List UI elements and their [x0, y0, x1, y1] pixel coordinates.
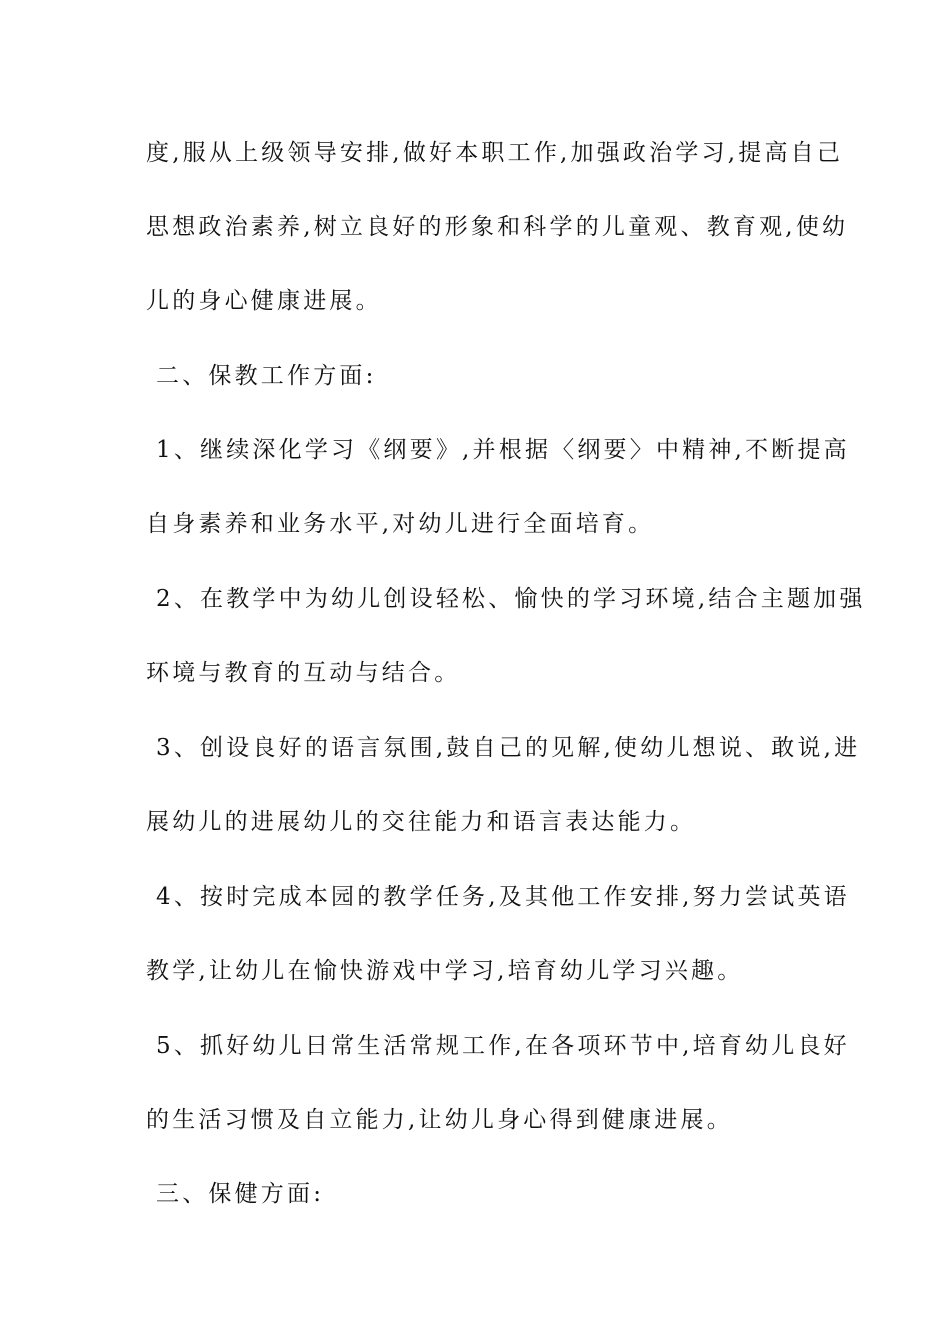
list-item-line: 5、抓好幼儿日常生活常规工作,在各项环节中,培育幼儿良好 — [156, 1033, 850, 1059]
section-heading: 二、保教工作方面: — [156, 363, 377, 389]
list-item-line: 展幼儿的进展幼儿的交往能力和语言表达能力。 — [146, 809, 697, 835]
list-item-line: 3、创设良好的语言氛围,鼓自己的见解,使幼儿想说、敢说,进 — [156, 735, 861, 761]
paragraph-line: 儿的身心健康进展。 — [146, 288, 382, 314]
paragraph-line: 度,服从上级领导安排,做好本职工作,加强政治学习,提高自己 — [146, 140, 844, 166]
list-item-line: 教学,让幼儿在愉快游戏中学习,培育幼儿学习兴趣。 — [146, 958, 744, 984]
list-item-line: 自身素养和业务水平,对幼儿进行全面培育。 — [146, 511, 655, 537]
list-item-line: 4、按时完成本园的教学任务,及其他工作安排,努力尝试英语 — [156, 884, 850, 910]
list-item-line: 1、继续深化学习《纲要》,并根据〈纲要〉中精神,不断提高 — [156, 437, 850, 463]
paragraph-line: 思想政治素养,树立良好的形象和科学的儿童观、教育观,使幼 — [146, 214, 849, 240]
list-item-line: 2、在教学中为幼儿创设轻松、愉快的学习环境,结合主题加强 — [156, 586, 866, 612]
section-heading: 三、保健方面: — [156, 1181, 325, 1207]
list-item-line: 的生活习惯及自立能力,让幼儿身心得到健康进展。 — [146, 1107, 733, 1133]
list-item-line: 环境与教育的互动与结合。 — [146, 660, 461, 686]
